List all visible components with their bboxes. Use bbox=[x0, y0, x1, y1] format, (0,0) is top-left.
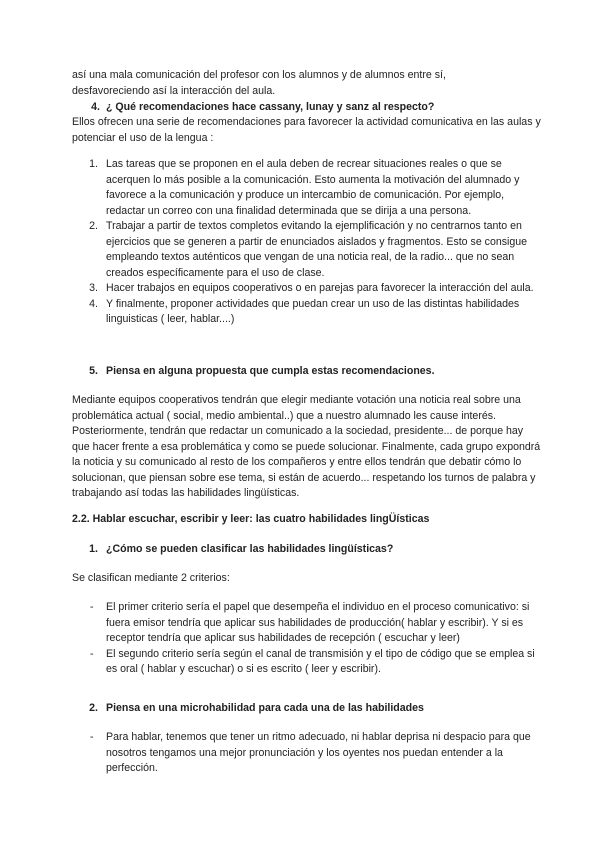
microskills-list bbox=[72, 730, 542, 777]
question-5-number: 5. bbox=[89, 365, 98, 377]
subquestion-1-number: 1. bbox=[89, 543, 98, 555]
subquestion-1-heading bbox=[72, 542, 542, 558]
question-4-intro bbox=[72, 115, 542, 146]
list-bullet: - bbox=[90, 647, 94, 660]
subquestion-2-title: Piensa en una microhabilidad para cada una de las habilidades bbox=[106, 702, 424, 714]
list-item-number: 1. bbox=[89, 158, 98, 170]
intro-line-1: así una mala comunicación del profesor con los alumnos y de alumnos entre sí, bbox=[72, 69, 446, 81]
list-item bbox=[72, 281, 542, 297]
subquestion-1-intro bbox=[72, 571, 542, 587]
list-item bbox=[72, 157, 542, 219]
question-5-answer bbox=[72, 393, 542, 502]
criteria-list bbox=[72, 600, 542, 678]
list-item-text: El primer criterio sería el papel que desempeña el individuo en el proceso comunicativo: si fuera emisor tendría que aplicar sus habilidades de producción( hablar y escribir). Y si es receptor tendría que aplicar sus habilidades de recepción ( escuchar y leer) bbox=[106, 601, 530, 644]
subquestion-1-title: ¿Cómo se pueden clasificar las habilidades lingüísticas? bbox=[106, 543, 394, 555]
list-item bbox=[72, 297, 542, 328]
list-item-text: Las tareas que se proponen en el aula deben de recrear situaciones reales o que se acerquen lo más posible a la comunicación. Esto aumenta la motivación del alumnado y favorece a la comunicación y produce un intercambio de comunicación. Por ejemplo, redactar un correo con una finalidad determinada que se dirija a una persona. bbox=[106, 158, 520, 217]
question-4-text: Ellos ofrecen una serie de recomendaciones para favorecer la actividad comunicativa en las aulas y potenciar el uso de la lengua : bbox=[72, 116, 541, 144]
list-item bbox=[72, 647, 542, 678]
list-item bbox=[72, 219, 542, 281]
question-4-title: ¿ Qué recomendaciones hace cassany, lunay y sanz al respecto? bbox=[106, 101, 435, 113]
question-5-text: Mediante equipos cooperativos tendrán que elegir mediante votación una noticia real sobre una problemática actual ( social, medio ambiental..) que a nuestro alumnado les cause interés. Posteriormente, tendrán que redactar un comunicado a la sociedad, presidente... de porque hay que hacer frente a esa problemática y como se puede solucionar. Finalmente, cada grupo expondrá la noticia y su comunicado al resto de los compañeros y entre ellos tendrán que debatir cómo lo solucionan, que piensan sobre ese tema, si están de acuerdo... respetando los turnos de palabra y trabajando así todas las habilidades lingüísticas. bbox=[72, 394, 541, 499]
subquestion-1-text: Se clasifican mediante 2 criterios: bbox=[72, 572, 230, 584]
subquestion-2-number: 2. bbox=[89, 702, 98, 714]
section-heading bbox=[72, 512, 542, 528]
list-item-text: Hacer trabajos en equipos cooperativos o en parejas para favorecer la interacción del aula. bbox=[106, 282, 534, 294]
list-item-text: Y finalmente, proponer actividades que puedan crear un uso de las distintas habilidades linguisticas ( leer, hablar....) bbox=[106, 297, 520, 325]
intro-line-2: desfavoreciendo así la interacción del aula. bbox=[72, 84, 276, 97]
list-item-text: Trabajar a partir de textos completos evitando la ejemplificación y no centrarnos tanto en ejercicios que se generen a partir de enunciados aislados y fragmentos. Esto se consigue empleando textos auténticos que vengan de una noticia real, de la radio... que no sean creados específicamente para el uso de clase. bbox=[106, 220, 528, 279]
question-5-title: Piensa en alguna propuesta que cumpla estas recomendaciones. bbox=[106, 365, 435, 377]
question-4-heading bbox=[72, 100, 542, 116]
question-5-heading bbox=[72, 364, 542, 380]
recommendations-list bbox=[72, 157, 542, 328]
list-item-number: 4. bbox=[89, 297, 98, 310]
list-item-number: 3. bbox=[89, 282, 98, 294]
list-item bbox=[72, 600, 542, 647]
list-item bbox=[72, 730, 542, 777]
list-item-text: El segundo criterio sería según el canal de transmisión y el tipo de código que se emplea si es oral ( hablar y escuchar) o si es escrito ( leer y escribir). bbox=[106, 647, 535, 675]
subquestion-2-heading bbox=[72, 701, 542, 717]
list-item-number: 2. bbox=[89, 220, 98, 232]
question-4-number: 4. bbox=[91, 101, 100, 113]
list-bullet: - bbox=[90, 601, 94, 613]
list-bullet: - bbox=[90, 731, 94, 743]
intro-paragraph bbox=[72, 68, 542, 99]
list-item-text: Para hablar, tenemos que tener un ritmo adecuado, ni hablar deprisa ni despacio para que nosotros tengamos una mejor pronunciación y los oyentes nos puedan entender a la perfección. bbox=[106, 731, 531, 774]
section-title: 2.2. Hablar escuchar, escribir y leer: las cuatro habilidades lingÜísticas bbox=[72, 513, 430, 525]
